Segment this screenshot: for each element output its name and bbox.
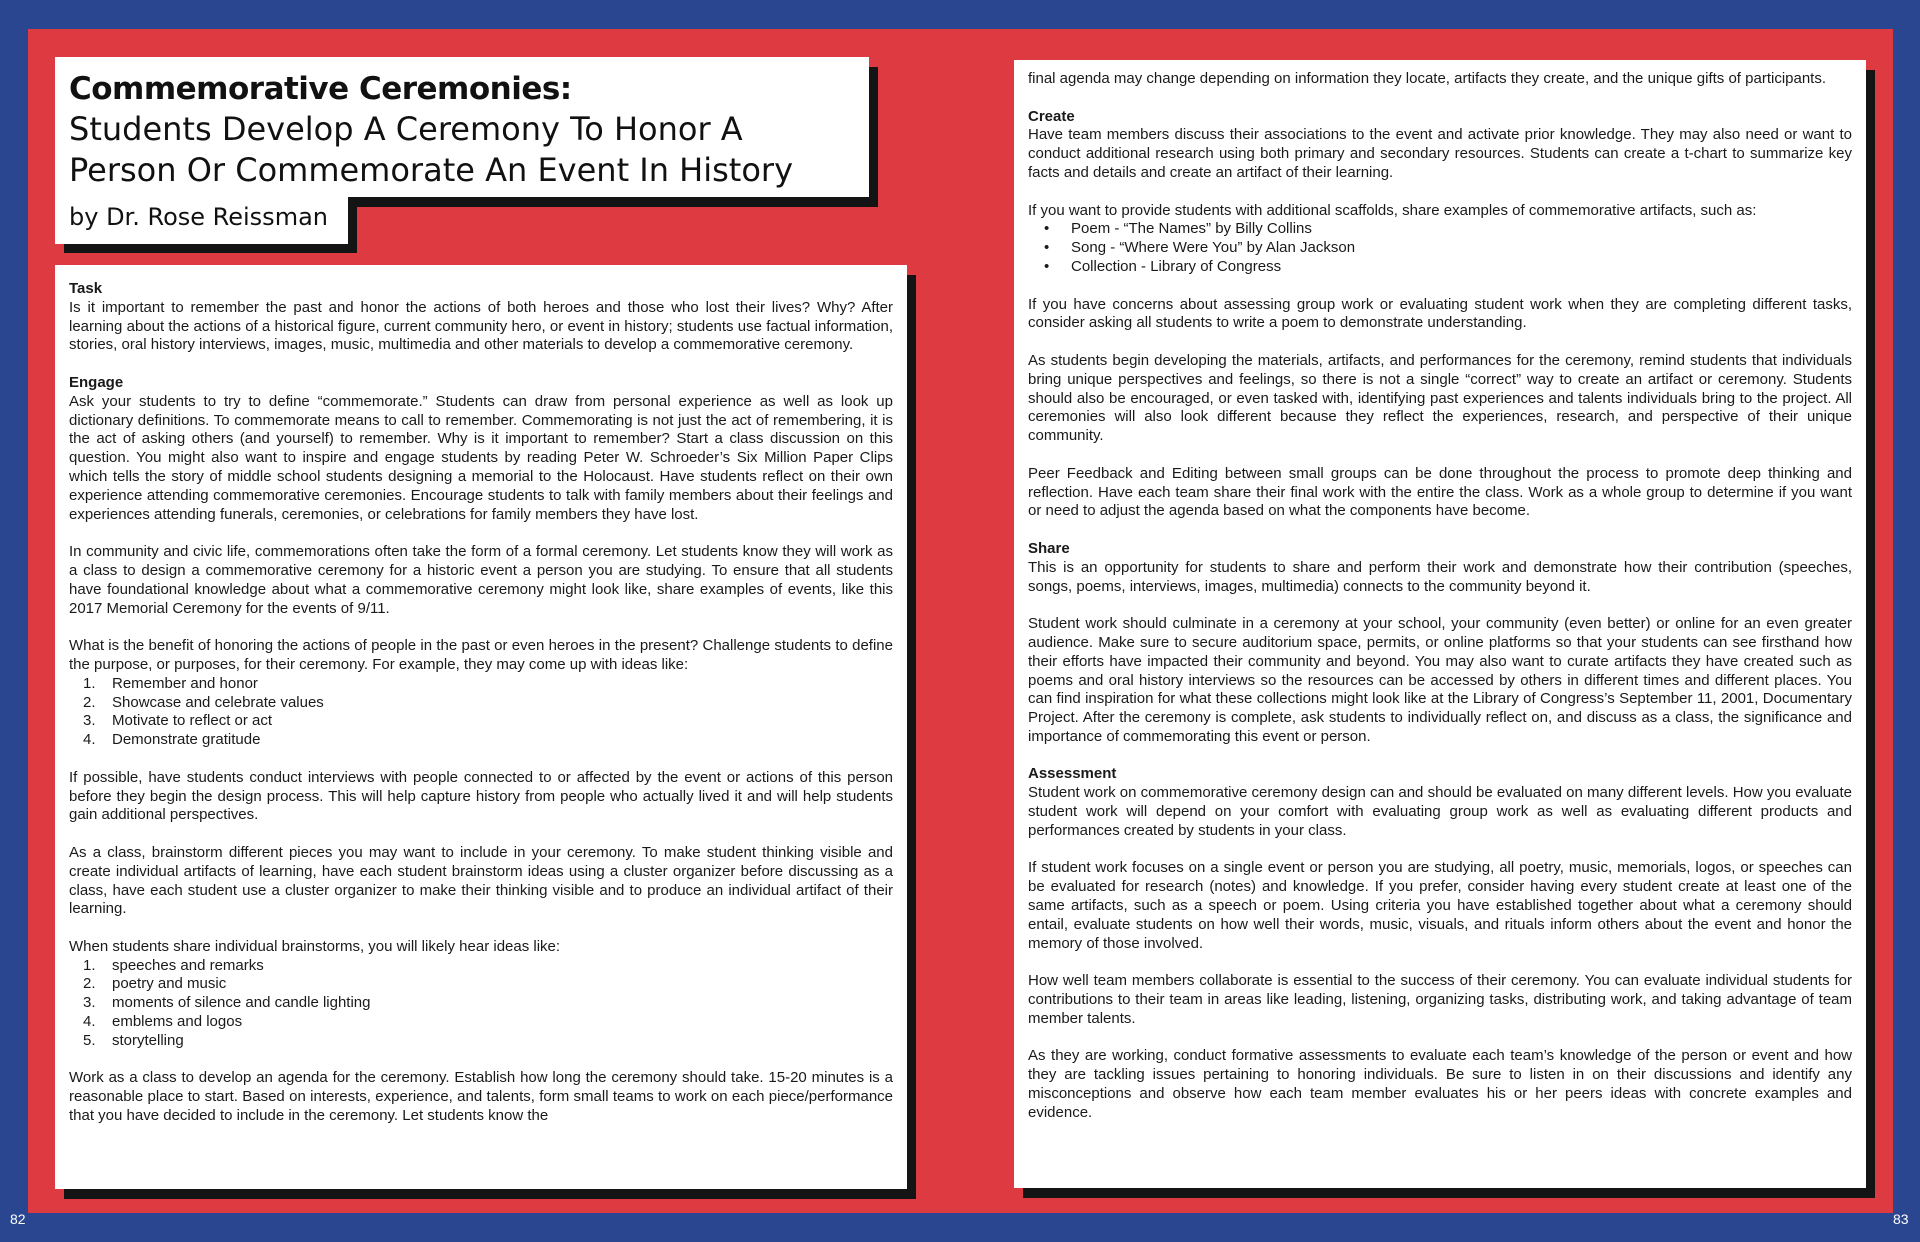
title-subtitle-line-1: Students Develop A Ceremony To Honor A — [69, 110, 743, 148]
engage-heading: Engage — [69, 373, 124, 391]
collaborate-paragraph: How well team members collaborate is essential to the success of their ceremony. You can evaluate individual students for contributions to their team in areas like leading, listening, organizing tasks, distributing work, and taking advantage of team member talents. — [1028, 972, 1852, 1027]
purposes-list — [69, 675, 893, 750]
assessment-heading: Assessment — [1028, 765, 1117, 783]
single-event-paragraph: If student work focuses on a single event or person you are studying, all poetry, music, memorials, logos, or speeches can be evaluated for research (notes) and knowledge. If you prefer, consider having every student create at least one of the same artifacts, such as a speech or poem. Using criteria you have established together about what a ceremony should entail, evaluate students on how well their words, music, visuals, and rituals inform others about the event and honor the memory of those involved. — [1028, 859, 1852, 952]
list-item: Showcase and celebrate values — [112, 693, 324, 711]
list-item: poetry and music — [112, 975, 227, 993]
assessment-paragraph: Student work on commemorative ceremony design can and should be evaluated on many different levels. How you evaluate student work will depend on your comfort with evaluating group work as well as evaluating different products and performances created by students in your class. — [1028, 784, 1852, 839]
list-item: emblems and logos — [112, 1013, 243, 1031]
ideas-list — [69, 957, 893, 1051]
examples-list — [1028, 220, 1852, 276]
share-paragraph: This is an opportunity for students to share and perform their work and demonstrate how their contribution (speeches, songs, poems, interviews, images, multimedia) connects to the community beyond it. — [1028, 558, 1852, 595]
community-paragraph: In community and civic life, commemorations often take the form of a formal ceremony. Let students know they will work as a class to design a commemorative ceremony for a historic event a person you are studying. To ensure that all students have foundational knowledge about what a commemorative ceremony might look like, share examples of events, like this 2017 Memorial Ceremony for the events of 9/11. — [69, 543, 893, 617]
formative-paragraph: As they are working, conduct formative assessments to evaluate each team’s knowledge of the person or event and how they are tackling issues pertaining to honoring individuals. Be sure to listen in on their discussions and identify any misconceptions and observe how each team member evaluates his or her peers ideas with concrete examples and evidence. — [1028, 1047, 1852, 1121]
ideas-paragraph: When students share individual brainstorms, you will likely hear ideas like: — [69, 937, 561, 955]
engage-paragraph: Ask your students to try to define “commemorate.” Students can draw from personal experience as well as look up dictionary definitions. To commemorate means to call to remember. Commemorating is not just the act of remembering, it is the act of asking others (and yourself) to remember. Why is it important to remember? Start a class discussion on this question. You might also want to inspire and engage students by reading Peter W. Schroeder’s Six Million Paper Clips which tells the story of middle school students designing a memorial to the Holocaust. Have students reflect on their own experience attending commemorative ceremonies. Encourage students to talk with family members about their feelings and experiences attending funerals, ceremonies, or celebrations for family members they have lost. — [69, 392, 893, 523]
task-paragraph: Is it important to remember the past and honor the actions of both heroes and those who lost their lives? Why? After learning about the actions of a historical figure, current community hero, or event in history; students use factual information, stories, oral history interviews, images, music, multimedia and other materials to develop a commemorative ceremony. — [69, 298, 893, 354]
list-item: Remember and honor — [112, 674, 258, 692]
brainstorm-paragraph: As a class, brainstorm different pieces you may want to include in your ceremony. To make student thinking visible and create individual artifacts of learning, have each student brainstorm ideas using a cluster organizer before discussing as a class, have each student use a cluster organizer to make their thinking visible and to produce an individual artifact of their learning. — [69, 843, 893, 918]
list-item: • Collection - Library of Congress — [1028, 258, 1852, 277]
list-item: speeches and remarks — [112, 956, 264, 974]
byline: by Dr. Rose Reissman — [55, 197, 348, 244]
list-item: • Song - “Where Were You” by Alan Jackson — [1028, 239, 1852, 258]
peer-feedback-paragraph: Peer Feedback and Editing between small groups can be done throughout the process to promote deep thinking and reflection. Have each team share their final work with the entire the class. Work as a whole group to determine if you want or need to adjust the agenda based on what the components have become. — [1028, 464, 1852, 520]
task-heading: Task — [69, 280, 103, 297]
page-number-left: 82 — [10, 1211, 26, 1227]
left-text-column — [55, 265, 907, 1189]
title-subtitle-line-2: Person Or Commemorate An Event In History — [69, 151, 794, 189]
concerns-paragraph: If you have concerns about assessing group work or evaluating student work when they are completing different tasks, consider asking all students to write a poem to demonstrate understanding. — [1028, 295, 1852, 332]
title-main: Commemorative Ceremonies: — [69, 71, 572, 107]
developing-paragraph: As students begin developing the materials, artifacts, and performances for the ceremony, remind students that individuals bring unique perspectives and feelings, so there is not a single “correct” way to create an artifact or ceremony. Students should also be encouraged, or even tasked with, identifying past experiences and talents individuals bring to the project. All ceremonies will also look different because they reflect the experiences, research, and perspective of their unique community. — [1028, 351, 1852, 445]
share-heading: Share — [1028, 539, 1070, 557]
list-item: • Poem - “The Names” by Billy Collins — [1028, 220, 1852, 239]
list-item: Demonstrate gratitude — [112, 731, 261, 749]
create-paragraph: Have team members discuss their associations to the event and activate prior knowledge. They may also need or want to conduct additional research using both primary and secondary resources. Students can create a t-chart to summarize key facts and details and create an artifact of their learning. — [1028, 126, 1852, 181]
list-item: storytelling — [112, 1031, 184, 1049]
scaffolds-paragraph: If you want to provide students with additional scaffolds, share examples of commemorative artifacts, such as: — [1028, 201, 1757, 219]
list-item: Motivate to reflect or act — [112, 712, 273, 730]
interviews-paragraph: If possible, have students conduct interviews with people connected to or affected by the event or actions of this person before they begin the design process. This will help capture history from people who actually lived it and will help students gain additional perspectives. — [69, 768, 893, 824]
list-item: moments of silence and candle lighting — [112, 994, 371, 1012]
create-heading: Create — [1028, 107, 1075, 125]
title-block — [55, 57, 869, 197]
page-number-right: 83 — [1893, 1211, 1909, 1227]
culminate-paragraph: Student work should culminate in a ceremony at your school, your community (even better) or online for an even greater audience. Make sure to secure auditorium space, permits, or online platforms so that your students can see firsthand how their efforts have impacted their community and beyond. You may also want to curate artifacts they have created such as poems and oral history interviews so the resources can be accessed by others in different times and different places. You can find inspiration for what these collections might look like at the Library of Congress’s September 11, 2001, Documentary Project. After the ceremony is complete, ask students to individually reflect on, and discuss as a class, the significance and importance of commemorating this event or person. — [1028, 615, 1852, 745]
right-text-column — [1014, 60, 1866, 1188]
agenda-paragraph: Work as a class to develop an agenda for the ceremony. Establish how long the ceremony should take. 15-20 minutes is a reasonable place to start. Based on interests, experience, and talents, form small teams to work on each piece/performance that you have decided to include in the ceremony. Let students know the — [69, 1069, 893, 1125]
benefit-paragraph: What is the benefit of honoring the actions of people in the past or even heroes in the present? Challenge students to define the purpose, or purposes, for their ceremony. For example, they may come up with ideas like: — [69, 637, 893, 673]
continued-paragraph: final agenda may change depending on information they locate, artifacts they create, and the unique gifts of participants. — [1028, 70, 1827, 87]
